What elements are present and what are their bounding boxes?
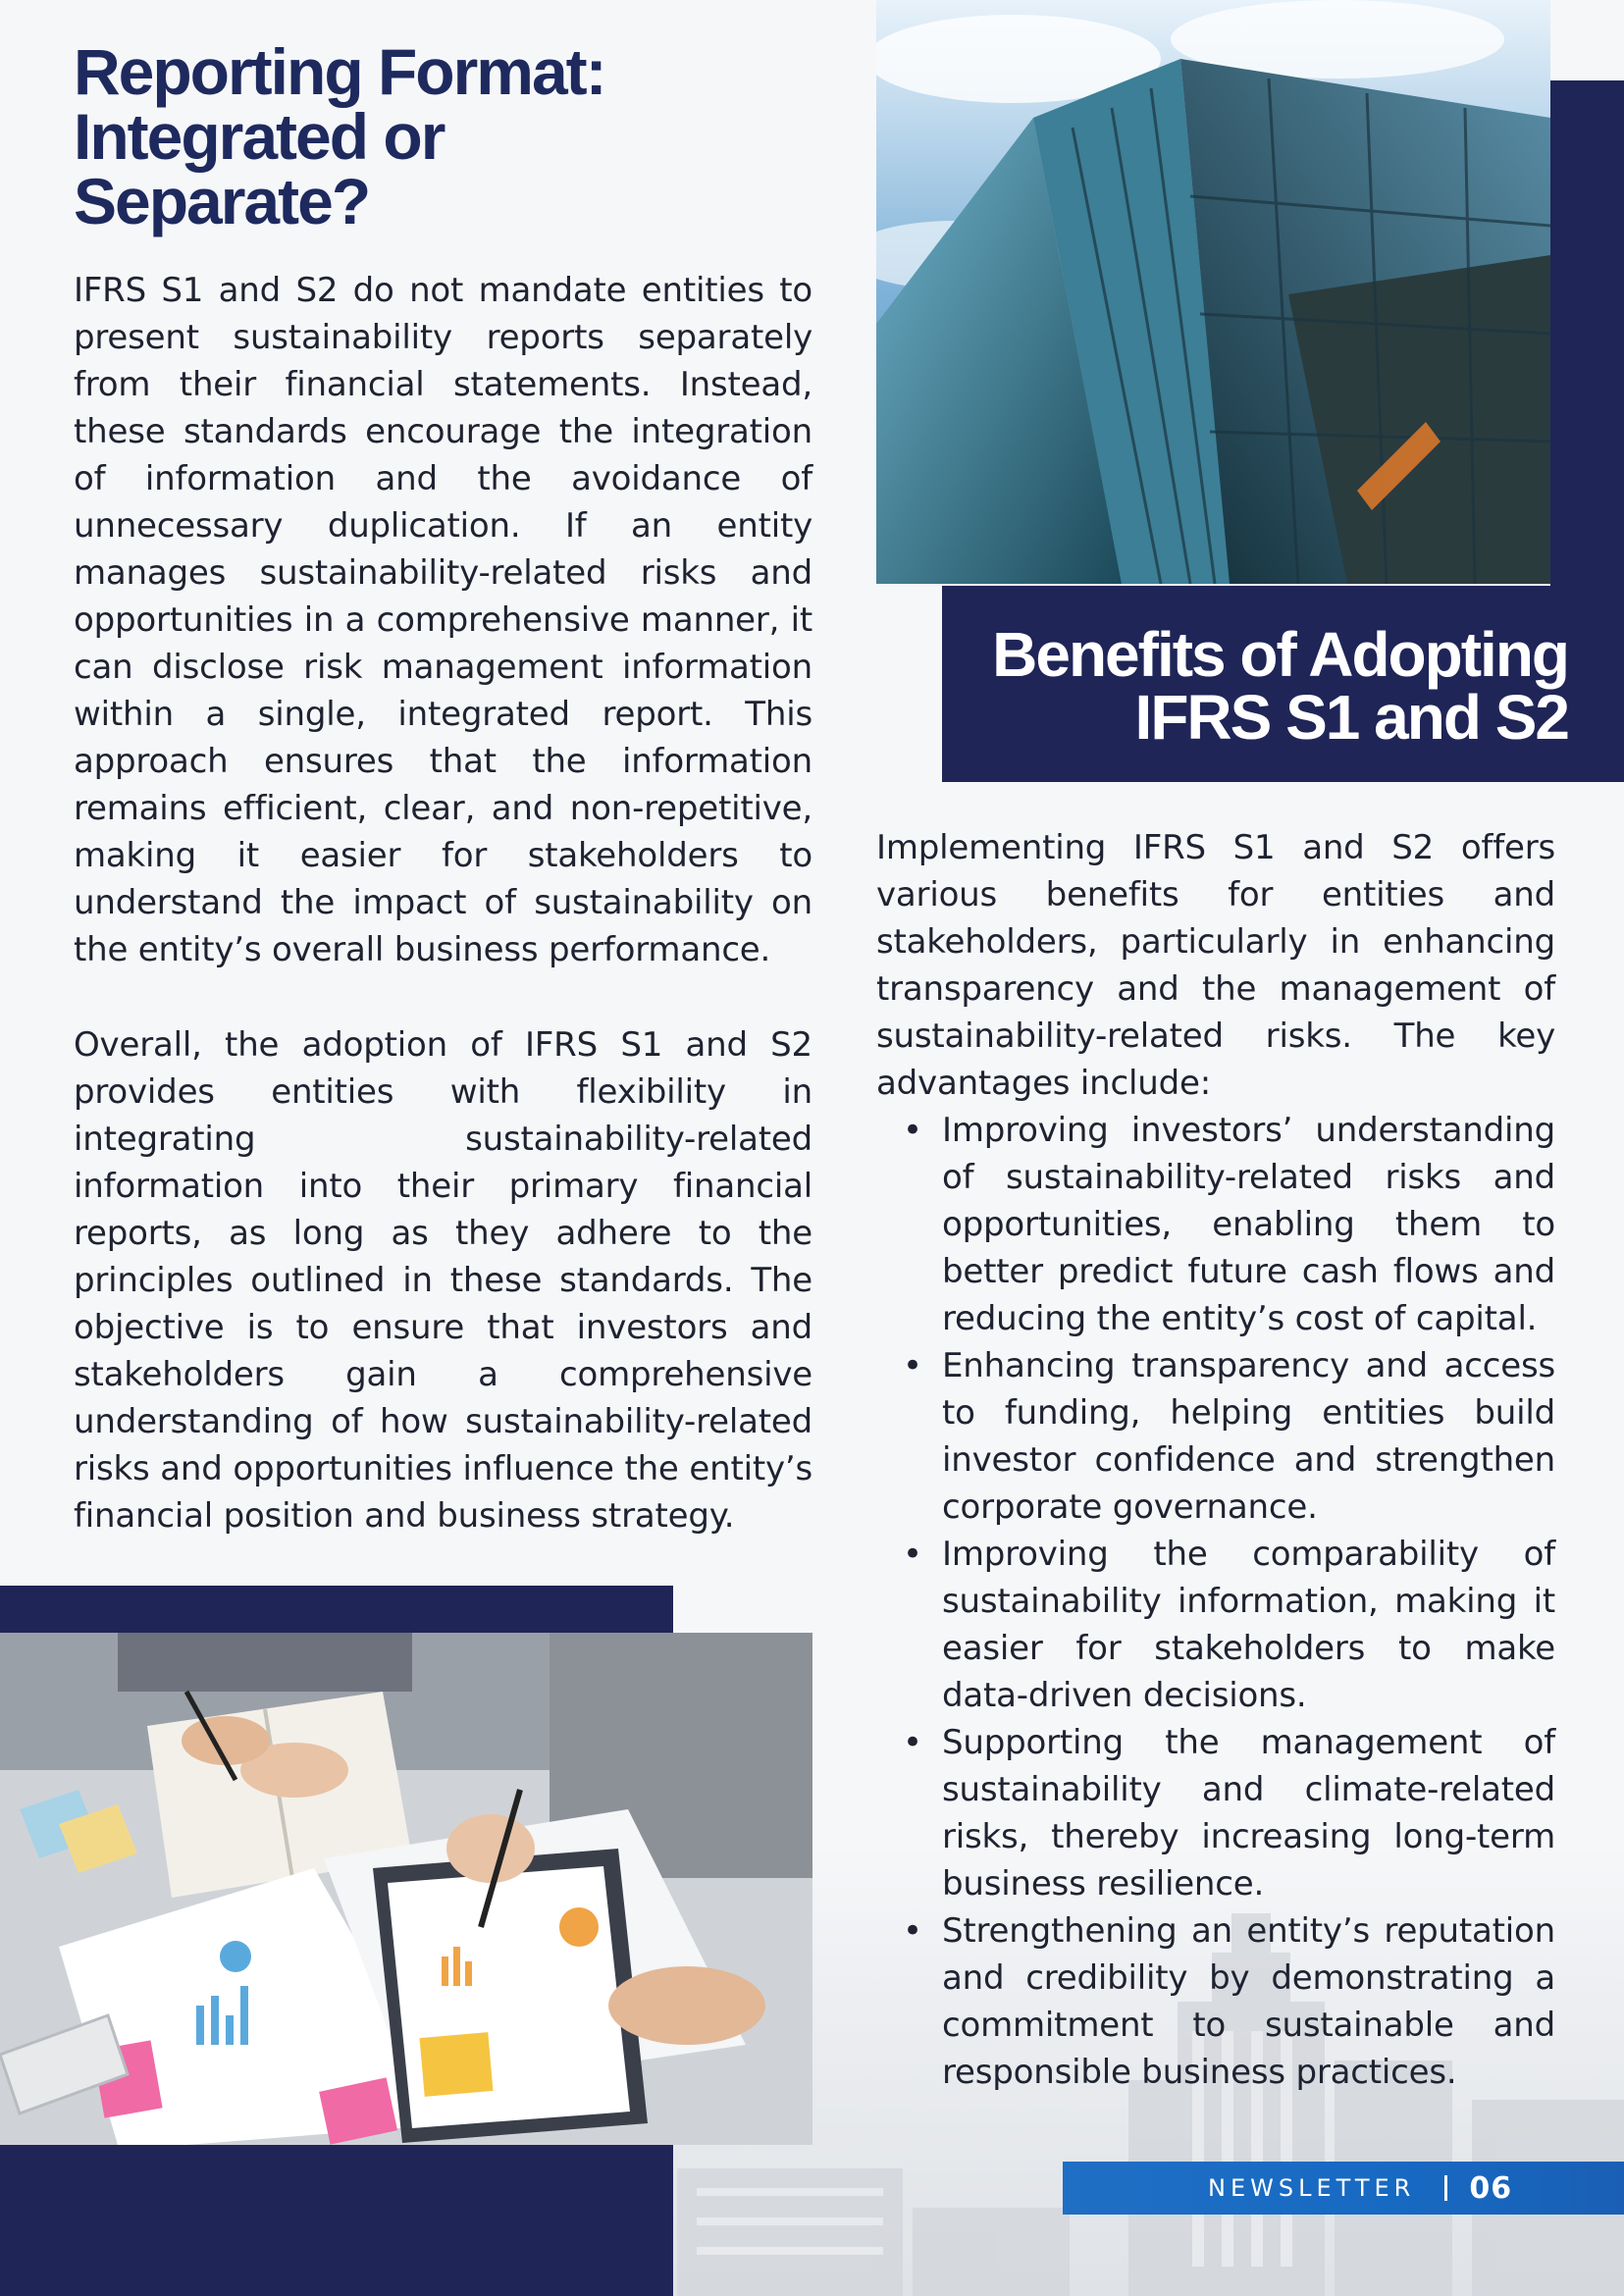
list-item [895,1531,1555,1719]
list-item-text: Improving the comparability of sustainability information, making it easier for stakeholders to make data-driven decisions. [942,1535,1555,1715]
title-line: Reporting Format: [74,35,605,108]
title-line: Separate? [74,165,370,237]
list-item [895,1907,1555,2096]
navy-band-top [0,1586,673,1633]
benefits-intro-paragraph: Implementing IFRS S1 and S2 offers various benefits for entities and stakeholders, particularly in enhancing transparency and the management of sustainability-related risks. The key advantages include: [876,828,1555,1103]
title-line: Integrated or [74,100,445,173]
section-title-benefits [992,619,1568,753]
benefits-list [895,1107,1555,2096]
list-item-text: Supporting the management of sustainability and climate-related risks, thereby increasing long-term business resilience. [942,1723,1555,1904]
title-line: IFRS S1 and S2 [1134,682,1568,753]
reporting-format-paragraph-2: Overall, the adoption of IFRS S1 and S2 provides entities with flexibility in integrating sustainability-related information into their primary financial reports, as long as they adhere to the principles outlined in these standards. The objective is to ensure that investors and stakeholders gain a comprehensive understanding of how sustainability-related risks and opportunities influence the entity’s financial position and business strategy. [74,1025,812,1536]
business-meeting-photo [0,1633,812,2145]
list-item [895,1107,1555,1342]
bullet-icon: • [903,1111,922,1150]
glass-building-photo [876,0,1550,584]
benefits-title-box [942,586,1590,782]
footer-divider [1444,2175,1447,2201]
list-item [895,1342,1555,1531]
bullet-icon: • [903,1346,922,1385]
list-item-text: Enhancing transparency and access to funding, helping entities build investor confidence and strengthen corporate governance. [942,1346,1555,1527]
list-item [895,1719,1555,1907]
list-item-text: Improving investors’ understanding of sustainability-related risks and opportunities, enabling them to better predict future cash flows and reducing the entity’s cost of capital. [942,1111,1555,1338]
bullet-icon: • [903,1723,922,1762]
bullet-icon: • [903,1535,922,1574]
list-item-text: Strengthening an entity’s reputation and credibility by demonstrating a commitment to sustainable and responsible business practices. [942,1911,1555,2092]
navy-band-bottom [0,2145,673,2296]
footer-newsletter-label: NEWSLETTER [1208,2174,1416,2202]
title-line: Benefits of Adopting [992,619,1568,690]
page-number: 06 [1469,2170,1513,2206]
bullet-icon: • [903,1911,922,1951]
footer-page-tag [1063,2162,1624,2215]
section-title-reporting-format [74,35,760,237]
reporting-format-paragraph-1: IFRS S1 and S2 do not mandate entities to present sustainability reports separately from their financial statements. Instead, these standards encourage the integration of information and the avoidance of unnecessary duplication. If an entity manages sustainability-related risks and opportunities in a comprehensive manner, it can disclose risk management information within a single, integrated report. This approach ensures that the information remains efficient, clear, and non-repetitive, making it easier for stakeholders to understand the impact of sustainability on the entity’s overall business performance. [74,271,812,969]
